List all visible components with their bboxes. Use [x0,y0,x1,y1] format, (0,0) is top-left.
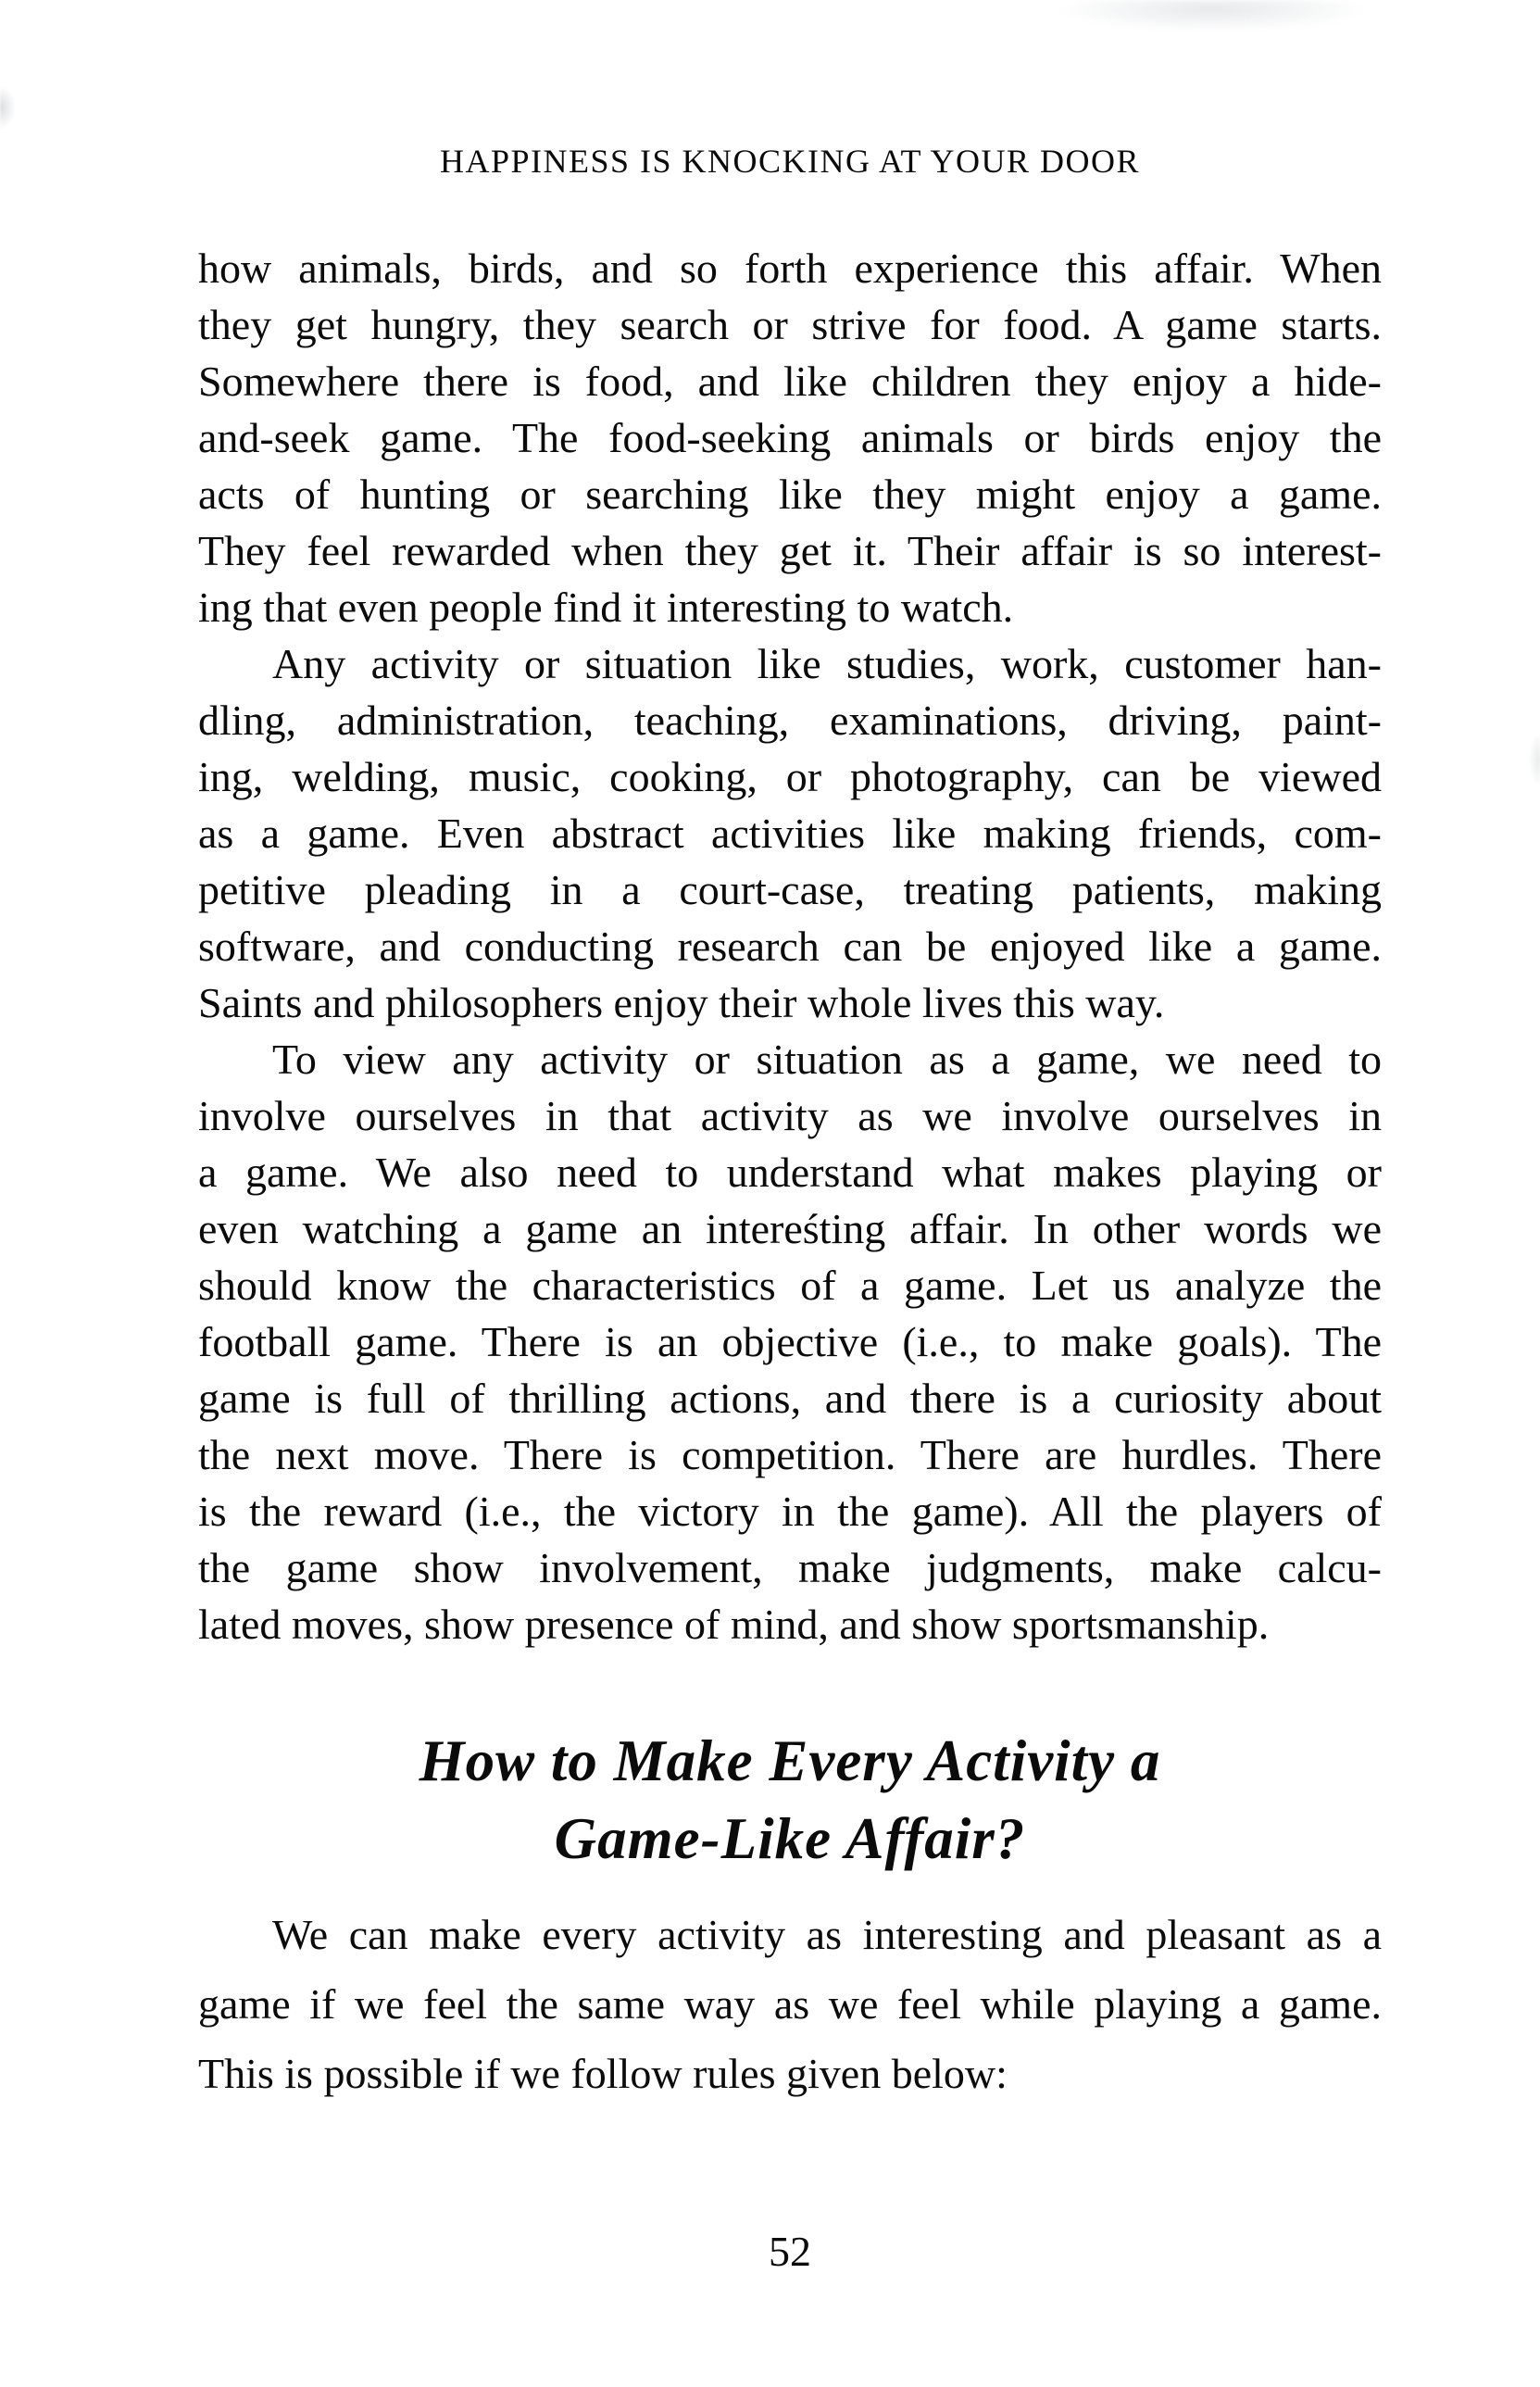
text-line: software, and conducting research can be enjoyed like a game. [198,923,1382,970]
paragraph [198,635,1382,1031]
text-line: Somewhere there is food, and like children they enjoy a hide- [198,358,1382,405]
paragraph [198,240,1382,635]
text-line: petitive pleading in a court-case, treating patients, making [198,866,1382,913]
paragraphs-before-heading [198,240,1382,1652]
paragraph [198,1031,1382,1652]
text-line: Any activity or situation like studies, work, customer han- [272,640,1382,687]
text-line: should know the characteristics of a game. Let us analyze the [198,1262,1382,1309]
text-line: the next move. There is competition. There are hurdles. There [198,1431,1382,1478]
text-line: game is full of thrilling actions, and there is a curiosity about [198,1375,1382,1422]
text-line: how animals, birds, and so forth experience this affair. When [198,245,1382,292]
paragraphs-after-heading [198,1900,1382,2108]
text-line: the game show involvement, make judgments, make calcu- [198,1544,1382,1591]
text-line: football game. There is an objective (i.e., to make goals). The [198,1318,1382,1365]
text-line: We can make every activity as interesting and pleasant as a [272,1911,1382,1958]
section-heading-line-1: How to Make Every Activity a [419,1728,1161,1793]
text-line: They feel rewarded when they get it. Their affair is so interest- [198,527,1382,574]
text-line: acts of hunting or searching like they might enjoy a game. [198,471,1382,518]
body-text [198,240,1382,2108]
text-line: and-seek game. The food-seeking animals or birds enjoy the [198,414,1382,461]
text-line: is the reward (i.e., the victory in the game). All the players of [198,1488,1382,1535]
text-line: ing, welding, music, cooking, or photography, can be viewed [198,753,1382,800]
scan-smudge-top [1056,0,1371,31]
text-line: lated moves, show presence of mind, and show sportsmanship. [198,1601,1270,1648]
text-line: Saints and philosophers enjoy their whole lives this way. [198,979,1165,1026]
text-line: involve ourselves in that activity as we involve ourselves in [198,1092,1382,1139]
scan-mark-left [0,87,15,128]
page-number: 52 [769,2228,811,2275]
running-header: HAPPINESS IS KNOCKING AT YOUR DOOR [439,143,1141,180]
text-line: a game. We also need to understand what makes playing or [198,1149,1382,1196]
text-line: To view any activity or situation as a game, we need to [272,1036,1382,1083]
section-heading-line-2: Game-Like Affair? [554,1806,1026,1871]
paragraph [198,1900,1382,2108]
text-line: dling, administration, teaching, examinations, driving, paint- [198,697,1382,744]
text-line: as a game. Even abstract activities like making friends, com- [198,810,1382,857]
text-line: game if we feel the same way as we feel while playing a game. [198,1980,1382,2028]
section-heading [198,1722,1382,1878]
text-line: they get hungry, they search or strive for food. A game starts. [198,301,1382,348]
scan-mark-right [1529,734,1540,785]
text-line: This is possible if we follow rules given below: [198,2050,1008,2097]
text-line: even watching a game an intereśting affair. In other words we [198,1205,1382,1252]
text-line: ing that even people find it interesting to watch. [198,584,1014,631]
